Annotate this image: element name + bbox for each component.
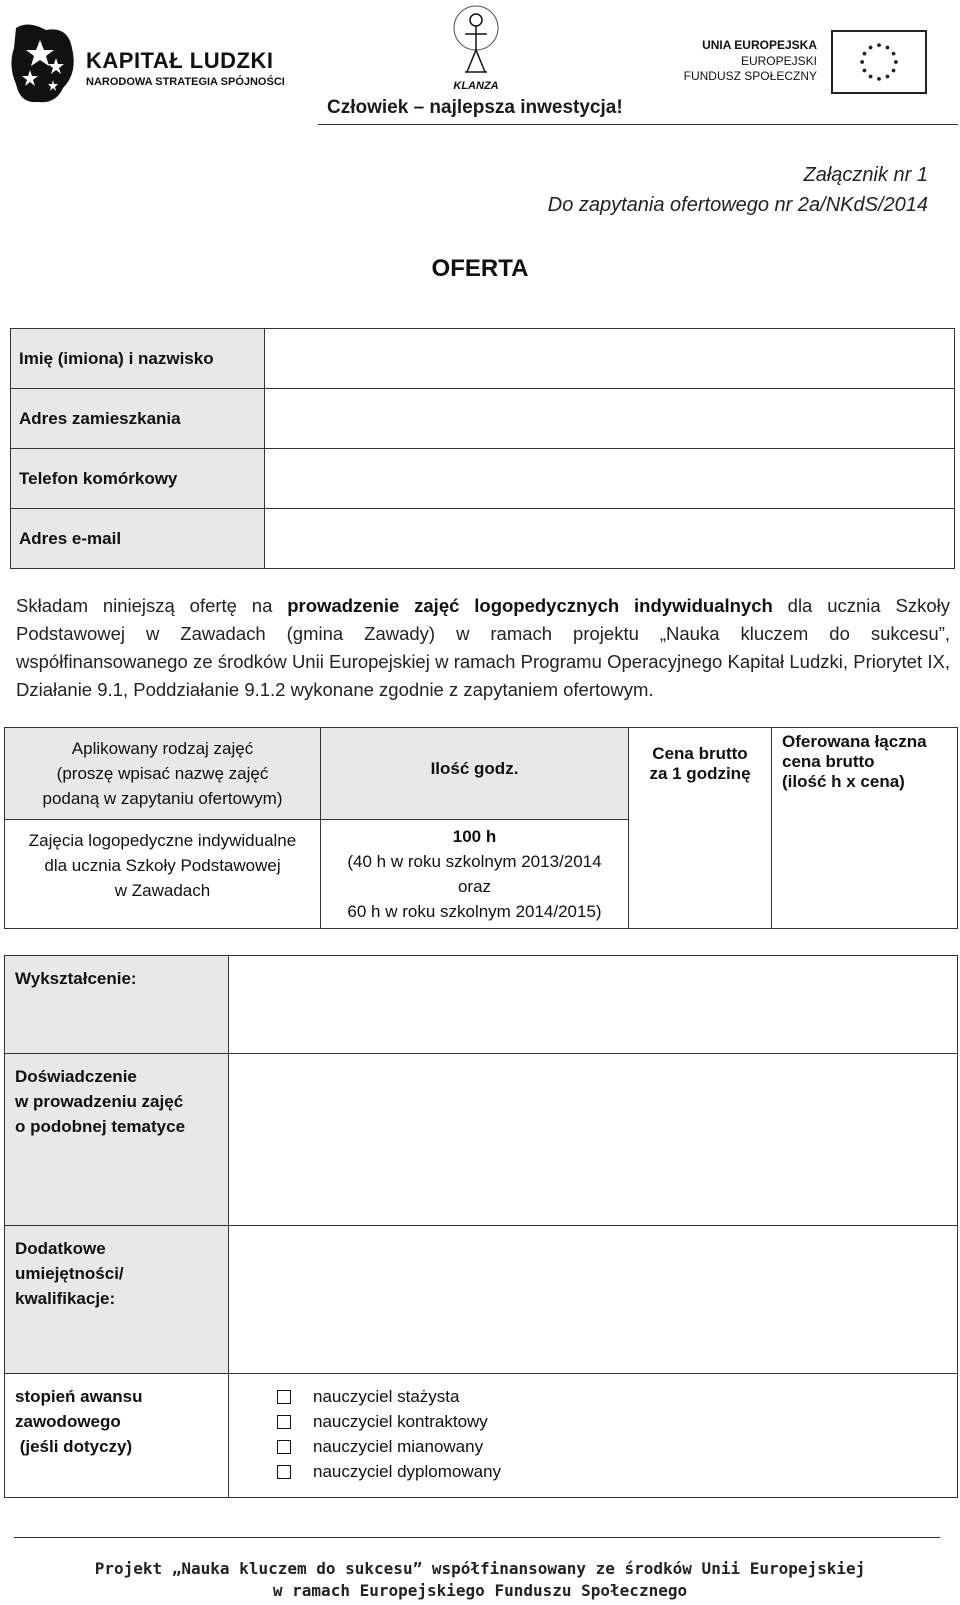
page-header bbox=[0, 0, 960, 126]
total-field[interactable] bbox=[782, 792, 947, 822]
footer-divider bbox=[14, 1537, 940, 1538]
table-row bbox=[5, 1054, 958, 1226]
col-header-class-type-line: (proszę wpisać nazwę zajęć bbox=[56, 764, 269, 783]
table-row bbox=[11, 449, 955, 509]
rank-options-list bbox=[229, 1374, 957, 1484]
skills-label bbox=[5, 1226, 229, 1374]
rank-label-line: (jeśli dotyczy) bbox=[15, 1437, 133, 1456]
rank-option-label: nauczyciel mianowany bbox=[313, 1437, 484, 1456]
rank-label-line: zawodowego bbox=[15, 1412, 121, 1431]
klanza-logo bbox=[445, 2, 507, 94]
annex-inquiry-ref: Do zapytania ofertowego nr 2a/NKdS/2014 bbox=[547, 194, 928, 216]
education-label: Wykształcenie: bbox=[5, 956, 229, 1054]
rank-label-line: stopień awansu bbox=[15, 1387, 143, 1406]
table-row bbox=[5, 1226, 958, 1374]
qualifications-table bbox=[4, 955, 958, 1498]
rank-option-label: nauczyciel dyplomowany bbox=[313, 1462, 502, 1481]
statement-subject: prowadzenie zajęć logopedycznych indywidualnych bbox=[287, 595, 773, 616]
skills-label-line: kwalifikacje: bbox=[15, 1289, 116, 1308]
kapital-ludzki-logo bbox=[8, 18, 285, 108]
education-field[interactable] bbox=[229, 956, 958, 1054]
col-header-hours: Ilość godz. bbox=[321, 728, 629, 820]
hours-cell bbox=[321, 820, 629, 929]
slogan: Człowiek – najlepsza inwestycja! bbox=[327, 97, 623, 118]
class-type-line: Zajęcia logopedyczne indywidualne bbox=[28, 831, 297, 850]
rank-option-certified[interactable] bbox=[277, 1459, 957, 1484]
address-label: Adres zamieszkania bbox=[11, 389, 265, 449]
eu-flag-icon bbox=[831, 30, 927, 94]
page-title: OFERTA bbox=[431, 255, 529, 282]
col-header-class-type bbox=[5, 728, 321, 820]
klanza-figure-icon bbox=[445, 2, 507, 82]
rank-option-trainee[interactable] bbox=[277, 1384, 957, 1409]
price-field[interactable] bbox=[629, 784, 771, 814]
col-header-total-line: (ilość h x cena) bbox=[782, 772, 905, 791]
klanza-label: KLANZA bbox=[453, 80, 499, 92]
hours-line: oraz bbox=[457, 877, 492, 896]
class-type-line: dla ucznia Szkoły Podstawowej bbox=[44, 856, 281, 875]
rank-option-contract[interactable] bbox=[277, 1409, 957, 1434]
class-type-cell bbox=[5, 820, 321, 929]
page-footer bbox=[0, 1558, 960, 1602]
footer-line: Projekt „Nauka kluczem do sukcesu” współfinansowany ze środków Unii Europejskiej bbox=[94, 1559, 866, 1578]
offer-table bbox=[4, 727, 958, 929]
hours-line: (40 h w roku szkolnym 2013/2014 bbox=[347, 852, 602, 871]
table-row bbox=[11, 329, 955, 389]
eu-label-fund: FUNDUSZ SPOŁECZNY bbox=[683, 69, 817, 83]
kapital-ludzki-emblem-icon bbox=[8, 18, 78, 106]
rank-label bbox=[5, 1374, 229, 1498]
table-row bbox=[11, 389, 955, 449]
class-type-line: w Zawadach bbox=[114, 881, 211, 900]
rank-option-label: nauczyciel kontraktowy bbox=[313, 1412, 488, 1431]
hours-line: 60 h w roku szkolnym 2014/2015) bbox=[347, 902, 602, 921]
annex-reference bbox=[548, 160, 928, 220]
eu-label-union: UNIA EUROPEJSKA bbox=[702, 38, 817, 52]
table-row bbox=[5, 1374, 958, 1498]
statement-suffix: dla ucznia Szkoły Podstawowej w Zawadach (gmina Zawady) w ramach projektu „Nauka kluczem do sukcesu”, współfinansowanego ze środków Unii Europejskiej w ramach Programu Operacyjnego Kapitał Ludzki, Priorytet IX, Działanie 9.1, Poddziałanie 9.1.2 wykonane zgodnie z zapytaniem ofertowym. bbox=[16, 595, 951, 700]
col-header-total-line: cena brutto bbox=[782, 752, 875, 771]
name-field[interactable] bbox=[265, 329, 955, 389]
experience-label bbox=[5, 1054, 229, 1226]
skills-label-line: Dodatkowe bbox=[15, 1239, 106, 1258]
header-divider bbox=[318, 124, 958, 125]
eu-logo bbox=[683, 30, 945, 96]
skills-label-line: umiejętności/ bbox=[15, 1264, 124, 1283]
email-label: Adres e-mail bbox=[11, 509, 265, 569]
checkbox[interactable] bbox=[277, 1465, 291, 1479]
annex-number: Załącznik nr 1 bbox=[803, 164, 928, 186]
experience-label-line: w prowadzeniu zajęć bbox=[15, 1092, 184, 1111]
col-header-total[interactable] bbox=[772, 728, 958, 929]
footer-line: w ramach Europejskiego Funduszu Społecznego bbox=[272, 1581, 688, 1600]
col-header-total-line: Oferowana łączna bbox=[782, 732, 927, 751]
name-label: Imię (imiona) i nazwisko bbox=[11, 329, 265, 389]
table-header-row bbox=[5, 728, 958, 820]
email-field[interactable] bbox=[265, 509, 955, 569]
hours-total: 100 h bbox=[452, 827, 497, 846]
experience-label-line: Doświadczenie bbox=[15, 1067, 137, 1086]
experience-label-line: o podobnej tematyce bbox=[15, 1117, 186, 1136]
skills-field[interactable] bbox=[229, 1226, 958, 1374]
address-field[interactable] bbox=[265, 389, 955, 449]
checkbox[interactable] bbox=[277, 1415, 291, 1429]
kapital-ludzki-title: KAPITAŁ LUDZKI bbox=[86, 48, 274, 73]
rank-options-cell bbox=[229, 1374, 958, 1498]
checkbox[interactable] bbox=[277, 1440, 291, 1454]
rank-option-appointed[interactable] bbox=[277, 1434, 957, 1459]
experience-field[interactable] bbox=[229, 1054, 958, 1226]
kapital-ludzki-subtitle: NARODOWA STRATEGIA SPÓJNOŚCI bbox=[86, 76, 285, 88]
checkbox[interactable] bbox=[277, 1390, 291, 1404]
col-header-price[interactable] bbox=[629, 728, 772, 929]
table-row bbox=[11, 509, 955, 569]
col-header-class-type-line: podaną w zapytaniu ofertowym) bbox=[42, 789, 283, 808]
personal-data-table bbox=[10, 328, 955, 569]
phone-label: Telefon komórkowy bbox=[11, 449, 265, 509]
rank-option-label: nauczyciel stażysta bbox=[313, 1387, 460, 1406]
table-row bbox=[5, 956, 958, 1054]
col-header-class-type-line: Aplikowany rodzaj zajęć bbox=[71, 739, 254, 758]
col-header-price-line: Cena brutto bbox=[652, 744, 748, 763]
phone-field[interactable] bbox=[265, 449, 955, 509]
offer-statement bbox=[16, 592, 950, 704]
eu-label-european: EUROPEJSKI bbox=[740, 54, 817, 68]
col-header-price-line: za 1 godzinę bbox=[649, 764, 751, 783]
statement-prefix: Składam niniejszą ofertę na bbox=[16, 595, 288, 616]
